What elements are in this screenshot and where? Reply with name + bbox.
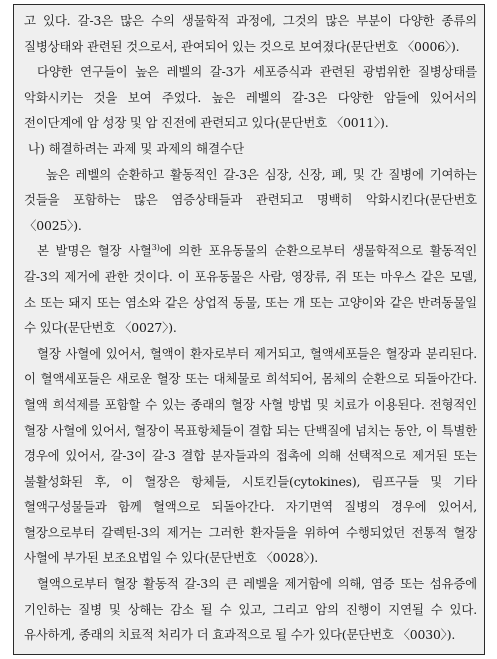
section-heading: 나) 해결하려는 과제 및 과제의 해결수단 [28,140,245,156]
paragraph-0011: 다양한 연구들이 높은 레벨의 갈-3가 세포증식과 관련된 광범위한 질병상태를 악화시키는 것을 보여 주었다. 높은 레벨의 갈-3은 다양한 암들에 있어서의 전이단계에 암 성장 및 암 진전에 관련되고 있다(문단번호 〈0011〉). [24,64,477,131]
paragraph-0028: 혈장 사혈에 있어서, 혈액이 환자로부터 제거되고, 혈액세포들은 혈장과 분리된다. 이 혈액세포들은 새로운 혈장 또는 대체물로 희석되어, 몸체의 순환으로 되돌아간다. 혈액 희석제를 포함할 수 있는 종래의 혈장 사혈 방법 및 치료가 이용된다. 전형적인 혈장 사혈에 있어서, 혈장이 목표항체들이 결합 되는 단백질에 넘치는 동안, 이 특별한 경우에 있어서, 갈-3이 갈-3 결합 분자들과의 접촉에 의해 선택적으로 제거된 또는 불활성화된 후, 이 혈장은 항체들, 시토킨들(cytokines), 림프구들 및 기타 혈액구성물들과 함께 혈액으로 되돌아간다. 자기면역 질병의 경우에 있어서, 혈장으로부터 갈렉틴-3의 제거는 그러한 환자들을 위하여 수행되었던 전통적 혈장 사혈에 부가된 보조요법일 수 있다(문단번호 〈0028〉). [24,345,477,566]
paragraph-0030: 혈액으로부터 혈장 활동적 갈-3의 큰 레벨을 제거함에 의해, 염증 또는 섬유증에 기인하는 질병 및 상해는 감소 될 수 있고, 그리고 암의 진행이 지연될 수 있다. 유사하게, 종래의 치료적 처리가 더 효과적으로 될 수가 있다(문단번호 〈0030〉). [24,576,477,643]
paragraph-0027-rest: 에 의한 포유동물의 순환으로부터 생물학적으로 활동적인 갈-3의 제거에 관한 것이다. 이 포유동물은 사람, 영장류, 쥐 또는 마우스 같은 모델, 소 또는 돼지 또는 염소와 같은 상업적 동물, 또는 개 또는 고양이와 같은 반려동물일 수 있다(문단번호 〈0027〉). [24,243,478,336]
paragraph-0006: 고 있다. 갈-3은 많은 수의 생물학적 과정에, 그것의 많은 부분이 다양한 종류의 질병상태와 관련된 것으로서, 관여되어 있는 것으로 보여졌다(문단번호 〈0006〉). [24,13,477,54]
paragraph-0025: 높은 레벨의 순환하고 활동적인 갈-3은 심장, 신장, 폐, 및 간 질병에 기여하는 것들을 포함하는 많은 염증상태들과 관련되고 명백히 악화시킨다(문단번호 〈0025〉). [24,166,477,233]
paragraph-0027 [24,238,477,340]
paragraph-0027-start: 본 발명은 혈장 사혈 [37,243,152,259]
footnote-marker: 3) [151,243,160,253]
document-box [13,4,485,655]
